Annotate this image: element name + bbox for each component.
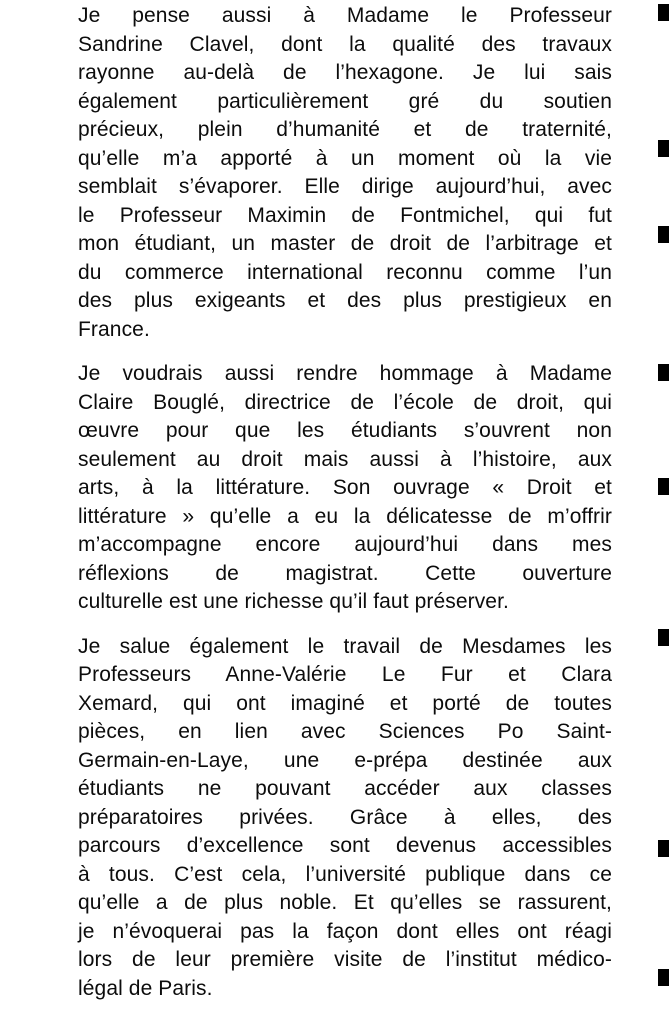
text-line: Sandrine Clavel, dont la qualité des travaux: [78, 32, 612, 56]
text-line: réflexions de magistrat. Cette ouverture: [78, 561, 612, 585]
text-line: littérature » qu’elle a eu la délicatesse de m’offrir: [78, 504, 612, 528]
text-line: culturelle est une richesse qu’il faut préserver.: [78, 590, 509, 613]
page-edge-mark: [658, 140, 669, 157]
text-line: à tous. C’est cela, l’université publique dans ce: [78, 862, 612, 886]
text-line: mon étudiant, un master de droit de l’arbitrage et: [78, 232, 612, 255]
page-edge-mark: [658, 364, 669, 381]
text-line: pièces, en lien avec Sciences Po Saint-: [78, 720, 612, 743]
text-line: préparatoires privées. Grâce à elles, des: [78, 805, 612, 829]
text-line: semblait s’évaporer. Elle dirige aujourd’hui, avec: [78, 175, 612, 198]
page-edge-mark: [658, 4, 669, 21]
text-line: seulement au droit mais aussi à l’histoire, aux: [78, 447, 612, 471]
text-line: parcours d’excellence sont devenus accessibles: [78, 834, 612, 857]
text-line: arts, à la littérature. Son ouvrage « Droit et: [78, 476, 612, 499]
text-line: du commerce international reconnu comme l’un: [78, 260, 612, 284]
text-line: Je voudrais aussi rendre hommage à Madame: [78, 362, 612, 385]
text-line: Je pense aussi à Madame le Professeur: [78, 4, 612, 27]
text-line: étudiants ne pouvant accéder aux classes: [78, 777, 612, 800]
text-line: également particulièrement gré du soutien: [78, 89, 612, 113]
text-line: œuvre pour que les étudiants s’ouvrent non: [78, 419, 612, 442]
paragraph: [78, 633, 612, 1004]
page-edge-mark: [658, 478, 669, 495]
paragraph: [78, 360, 612, 617]
text-line: Professeurs Anne-Valérie Le Fur et Clara: [78, 663, 612, 686]
page-edge-mark: [658, 226, 669, 243]
text-line: France.: [78, 317, 150, 341]
text-line: le Professeur Maximin de Fontmichel, qui fut: [78, 203, 612, 227]
text-line: m’accompagne encore aujourd’hui dans mes: [78, 533, 612, 556]
page-edge-mark: [658, 969, 669, 986]
text-line: légal de Paris.: [78, 976, 213, 1000]
paragraph: [78, 2, 612, 344]
page-edge-mark: [658, 629, 669, 646]
text-line: qu’elle m’a apporté à un moment où la vie: [78, 146, 612, 170]
text-line: Xemard, qui ont imaginé et porté de toutes: [78, 691, 612, 715]
text-line: Je salue également le travail de Mesdames les: [78, 634, 612, 658]
text-line: rayonne au-delà de l’hexagone. Je lui sais: [78, 61, 612, 84]
page-edge-mark: [658, 840, 669, 857]
text-line: des plus exigeants et des plus prestigieux en: [78, 289, 612, 312]
text-line: Germain-en-Laye, une e-prépa destinée aux: [78, 748, 612, 772]
text-line: précieux, plein d’humanité et de traternité,: [78, 118, 612, 141]
speech-text: [78, 2, 612, 1019]
text-line: je n’évoquerai pas la façon dont elles ont réagi: [78, 919, 612, 943]
text-line: lors de leur première visite de l’institut médico-: [78, 948, 612, 971]
text-line: qu’elle a de plus noble. Et qu’elles se rassurent,: [78, 891, 612, 914]
text-line: Claire Bouglé, directrice de l’école de droit, qui: [78, 390, 612, 414]
